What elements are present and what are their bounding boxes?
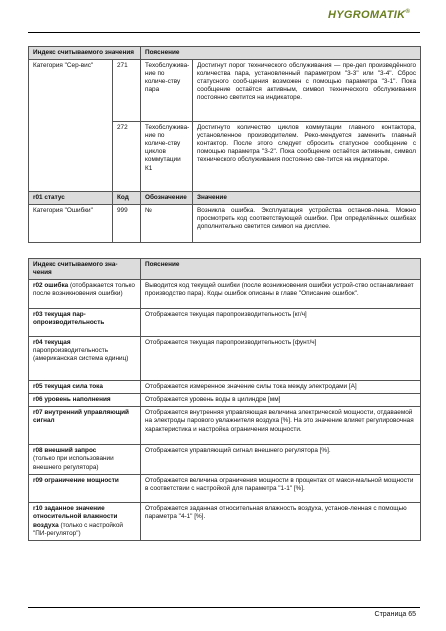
index-title: r10 заданное значение относительной влажности воздуха [33,505,118,529]
explanation-cell: Отображается заданная относительная влажность воздуха, установ-ленная с помощью параметра "4-1" [%]. [141,503,421,541]
index-title: r04 текущая [33,339,71,347]
explanation-cell: Отображается измеренное значение силы тока между электродами [A] [141,381,421,394]
explanation-cell: Отображается текущая паропроизводительность [кг/ч] [141,309,421,337]
table-row [29,337,421,381]
explanation-cell: Отображается текущая паропроизводительность [фунт/ч] [141,337,421,381]
index-cell [29,394,141,407]
table-row [29,394,421,407]
readout-values-table [28,258,421,541]
table-row [29,407,421,445]
category-cell: Категория "Сер-вис" [29,60,113,192]
table-row [29,503,421,541]
table-row [29,445,421,475]
index-title: r06 уровень наполнения [33,396,111,404]
index-title: r09 ограничение мощности [33,477,119,485]
service-readout-table [28,46,421,243]
index-note: (только с настройкой "ПИ-регулятор") [33,521,123,537]
index-cell [29,503,141,541]
index-title: r05 текущая сила тока [33,383,103,391]
status-header-row [29,192,421,205]
page-number: Страница 65 [374,611,416,618]
index-cell [29,280,141,309]
explanation-cell: Отображается уровень воды в цилиндре [мм] [141,394,421,407]
meaning-cell: Достигнуто количество циклов коммутации главного контактора, установленное производителем. Реко-мендуется заменить главный контактор. После этого следует сбросить статусное сообщение с помощью параметра "3-2". Пока сообщение остаётся активным, символ технического обслуживания постоянно све-тится на индикаторе. [193,122,421,192]
meaning-cell: Достигнут порог технического обслуживания — пре-дел произведённого количества пара, установленный параметром "3-3" или "3-4". Сброс статусного сооб-щения возможен с помощью параметра "3-1". Пока сообщение остаётся активным, символ технического обслуживания постоянно светится на индикаторе. [193,60,421,122]
table-row [29,280,421,309]
index-note: (только при использовании внешнего регулятора) [33,455,114,471]
index-cell [29,407,141,445]
index-cell [29,309,141,337]
code-cell: 999 [113,205,141,243]
table-row [29,60,421,122]
column-header-explanation: Пояснение [141,47,421,60]
table-row [29,309,421,337]
designation-cell: Техобслужива-ние по количе-ству пара [141,60,193,122]
meaning-cell: Возникла ошибка. Эксплуатация устройства останов-лена. Можно просмотреть код соответствующей ошибки. При определённых ошибках дополнительно светится символ на дисплее. [193,205,421,243]
explanation-cell: Отображается внутренняя управляющая величина электрической мощности, отдаваемой на электроды парового увлажнителя воздуха [%]. На это значение влияет регулировочная характеристика и настройка ограничения мощности. [141,407,421,445]
column-header-explanation: Пояснение [141,259,421,280]
explanation-cell: Выводится код текущей ошибки (после возникновения ошибки устрой-ство останавливает производство пара). Коды ошибок описаны в главе "Описание ошибок". [141,280,421,309]
index-title: r07 внутренний управляющий сигнал [33,409,129,425]
explanation-cell: Отображается управляющий сигнал внешнего регулятора [%]. [141,445,421,475]
index-cell [29,445,141,475]
status-header-code: Код [113,192,141,205]
code-cell: 271 [113,60,141,122]
index-note: паропроизводительность (американская система единиц) [33,347,129,363]
index-cell [29,475,141,503]
designation-cell: № [141,205,193,243]
index-cell [29,381,141,394]
index-title: r08 внешний запрос [33,447,97,455]
footer-rule [28,607,420,608]
header-rule [28,32,420,33]
status-header-designation: Обозначение [141,192,193,205]
status-header-index: r01 статус [29,192,113,205]
explanation-cell: Отображается величина ограничения мощности в процентах от макси-мальной мощности в соответствии с настройкой для параметра "1-1" [%]. [141,475,421,503]
index-title: r02 ошибка [33,282,69,290]
code-cell: 272 [113,122,141,192]
table-row [29,381,421,394]
status-header-meaning: Значение [193,192,421,205]
category-cell: Категория "Ошибки" [29,205,113,243]
index-note: (отображается только после возникновения ошибки) [33,282,135,298]
table-row [29,475,421,503]
index-cell [29,337,141,381]
column-header-index: Индекс считываемого зна-чения [29,259,141,280]
column-header-index: Индекс считываемого значения [29,47,141,60]
index-title: r03 текущая пар-опроизводительность [33,311,105,327]
table-header-row [29,259,421,280]
hygromatik-logo: HYGROMATIK® [328,9,411,21]
table-row [29,205,421,243]
designation-cell: Техобслужива-ние по количе-ству циклов коммутации К1 [141,122,193,192]
table-header-row [29,47,421,60]
